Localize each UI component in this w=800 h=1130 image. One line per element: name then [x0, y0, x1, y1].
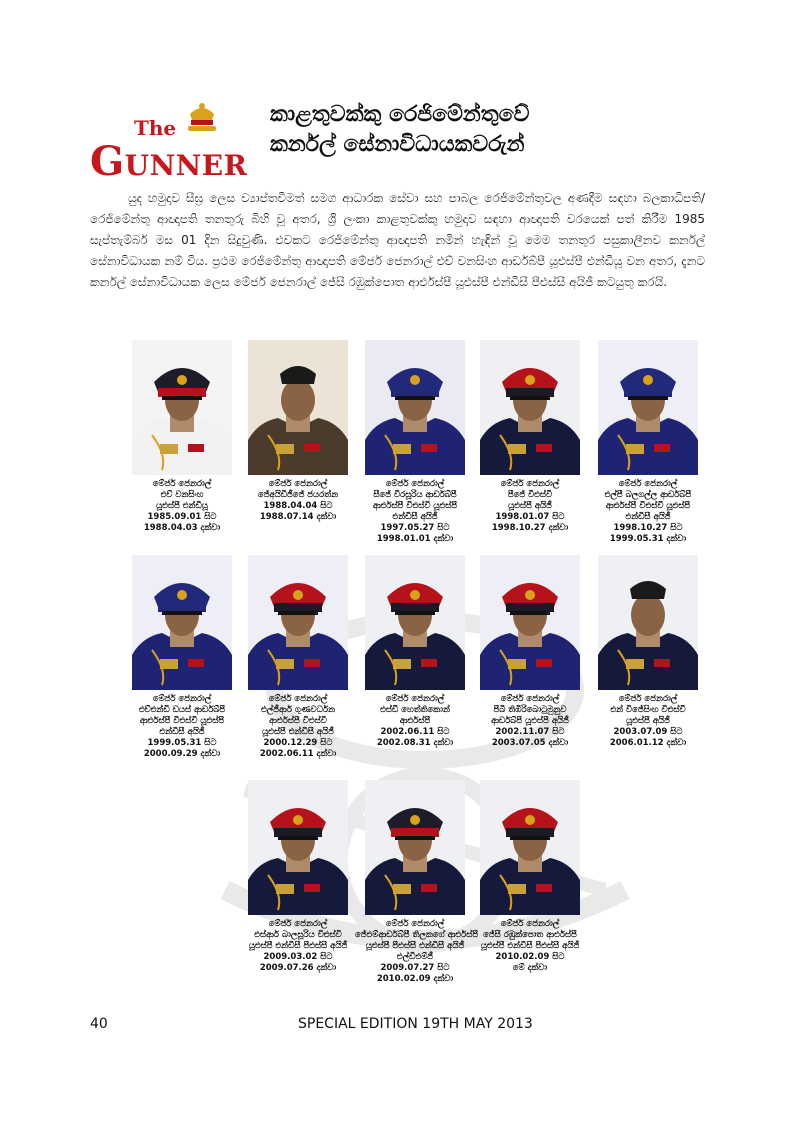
officer-caption-line: යූඑස්පී එන්ඩීසී පීඑස්සී අයිජී: [480, 941, 580, 951]
officer-caption-line: එල්ඩීඑම්ජී: [396, 952, 434, 962]
officer-card: [470, 780, 590, 974]
officer-caption: [588, 694, 708, 749]
officer-caption-line: එන් විජේසිංහ වීඑස්වී: [610, 705, 686, 715]
officer-caption: [355, 919, 479, 985]
officer-caption-line: ආර්එස්පී වීඑස්වී යූඑස්පී: [372, 501, 458, 511]
officer-caption-line: එච් වනසිංහ: [160, 490, 204, 500]
crest-icon: [182, 98, 222, 138]
officer-caption-line: මේජර් ජෙනරාල්: [152, 479, 212, 489]
title-line-1: කාළතුවක්කු රෙජිමේන්තුවේ: [270, 102, 530, 127]
officer-portrait: [248, 780, 348, 915]
officer-caption-line: 1999.05.31 දක්වා: [609, 534, 687, 544]
page-number: 40: [90, 1016, 108, 1032]
officer-card: [355, 340, 475, 545]
officer-caption-line: එච්එන්ඩී ඩයස් ආර්ඩබ්පී: [138, 705, 226, 715]
officer-caption-line: 2002.11.07 සිට: [495, 727, 565, 737]
officer-portrait: [248, 340, 348, 475]
officer-caption-line: ආර්එස්පී වීඑස්වී යූඑස්පී: [139, 716, 225, 726]
officer-caption-line: මේජර් ජෙනරාල්: [618, 694, 678, 704]
officer-caption-line: 2002.06.11 දක්වා: [259, 749, 337, 759]
officer-caption-line: 2006.01.12 දක්වා: [609, 738, 687, 748]
officer-card: [355, 780, 479, 985]
officer-caption-line: 2003.07.05 දක්වා: [491, 738, 569, 748]
officer-card: [470, 555, 590, 749]
officer-caption-line: මේජර් ජෙනරාල්: [268, 479, 328, 489]
officer-caption-line: පීබී තිඹිරිබොටුමුනුව: [493, 705, 567, 715]
officer-caption-line: යූඑස්පී එන්ඩීයූ: [156, 501, 208, 511]
officer-caption-line: මේජර් ජෙනරාල්: [500, 919, 560, 929]
intro-paragraph: යුද හමුදාව සීඝ්‍ර ලෙස ව්‍යාප්තවීමත් සමග ආධාරක සේවා සහ පාබල රෙජිමේන්තුවල අණදීම සඳහා බලකාධිපති/රෙජිමේන්තු ආඥාපති තනතුරු බිහි වූ අතර, ශ්‍රී ලංකා කාළතුවක්කු හමුදාව සඳහා ආඥාපති වරයෙක් පත් කිරීම 1985 සැප්තැම්බර් මස 01 දින සිදුවුණි. එවකට රෙජිමේන්තු ආඥාපති නමින් හැඳින් වූ මෙම තනතුර පසුකාලීනව කර්නල් සේනාවිධායක නම් විය. ප්‍රථම රෙජිමේන්තු ආඥාපති මේජර් ජෙනරාල් එච් වනසිංහ ආර්ඩබ්පී යූඑස්පී එන්ඩීයූ වන අතර, දැනට කර්නල් සේනාවිධායක ලෙස මේජර් ජෙනරාල් ජේසී රඹුක්පොත ආර්එස්පී යූඑස්පී එන්ඩීසී පීඑස්සී අයිජී කටයුතු කරයි.: [90, 191, 705, 289]
officer-card: [588, 555, 708, 749]
officer-card: [122, 555, 242, 760]
page-title: [270, 100, 690, 160]
officer-caption: [122, 694, 242, 760]
officer-caption-line: 2000.12.29 සිට: [263, 738, 333, 748]
officer-caption-line: 1988.07.14 දක්වා: [259, 512, 337, 522]
officer-caption-line: ආර්එස්පී වීඑස්වී යූඑස්පී: [605, 501, 691, 511]
officer-portrait: [480, 780, 580, 915]
officer-caption-line: ආර්ඩබ්පී යූඑස්පී අයිජී: [491, 716, 569, 726]
officer-caption: [588, 479, 708, 545]
officer-caption-line: 1985.09.01 සිට: [147, 512, 217, 522]
officer-caption-line: 2002.08.31 දක්වා: [376, 738, 454, 748]
officer-caption: [238, 919, 358, 974]
officer-caption-line: ජේඑම්ආර්ඩබ්පී තිලකගේ ආර්එස්පී: [355, 930, 479, 940]
officer-caption: [470, 694, 590, 749]
officer-caption-line: 2009.07.26 දක්වා: [259, 963, 337, 973]
officer-portrait: [132, 555, 232, 690]
officer-caption-line: යූඑස්පී අයිජී: [508, 501, 552, 511]
officer-caption: [470, 919, 590, 974]
officer-caption-line: 2000.09.29 දක්වා: [143, 749, 221, 759]
officer-caption-line: ආර්එස්පී: [399, 716, 431, 726]
officer-caption-line: 1998.01.01 දක්වා: [376, 534, 454, 544]
officer-portrait: [365, 780, 465, 915]
officer-portrait: [365, 555, 465, 690]
officer-caption-line: එන්ඩීසී අයිජී: [625, 512, 671, 522]
title-line-2: කර්නල් සේනාවිධායකවරුන්: [270, 132, 525, 157]
officer-caption-line: 1998.01.07 සිට: [495, 512, 565, 522]
officer-card: [238, 555, 358, 760]
officer-caption-line: මේජර් ජෙනරාල්: [385, 694, 445, 704]
officer-card: [238, 780, 358, 974]
officer-caption: [238, 694, 358, 760]
officer-caption-line: 1998.10.27 දක්වා: [491, 523, 569, 533]
officer-card: [238, 340, 358, 523]
logo-gunner-text: GUNNER: [90, 138, 248, 185]
officer-caption-line: මේ දක්වා: [512, 963, 548, 973]
officer-caption-line: මේජර් ජෙනරාල්: [500, 694, 560, 704]
officer-caption: [355, 479, 475, 545]
officer-portrait: [598, 555, 698, 690]
officer-caption: [470, 479, 590, 534]
officer-card: [470, 340, 590, 534]
the-gunner-logo: [90, 98, 248, 185]
officer-caption-line: එල්ජීආර් ගුණවර්ධන: [261, 705, 335, 715]
officer-caption-line: එන්ඩීසී අයිජී: [159, 727, 205, 737]
officer-caption-line: මේජර් ජෙනරාල්: [385, 919, 445, 929]
officer-caption-line: මේජර් ජෙනරාල්: [152, 694, 212, 704]
officer-caption-line: යූඑස්පී එන්ඩීසී පීඑස්සී අයිජී: [248, 941, 348, 951]
officer-caption-line: එන්ඩීසී අයිජී: [392, 512, 438, 522]
officer-card: [588, 340, 708, 545]
officer-caption-line: 2009.03.02 සිට: [263, 952, 333, 962]
officer-caption-line: 1988.04.03 දක්වා: [143, 523, 221, 533]
officer-caption-line: 1997.05.27 සිට: [380, 523, 450, 533]
officer-caption-line: යූඑස්පී අයිජී: [626, 716, 670, 726]
officer-card: [355, 555, 475, 749]
officer-caption-line: 1988.04.04 සිට: [263, 501, 333, 511]
officer-caption-line: 1998.10.27 සිට: [613, 523, 683, 533]
officer-caption-line: 2009.07.27 සිට: [380, 963, 450, 973]
officer-portrait: [365, 340, 465, 475]
officer-caption-line: 2010.02.09 සිට: [495, 952, 565, 962]
officer-caption-line: එස්ඩී හෙත්තිකොන්: [380, 705, 450, 715]
logo-the-text: The: [134, 116, 177, 140]
officer-caption-line: එස්ආර් බාලසූරිය වීඑස්වී: [254, 930, 342, 940]
officer-card: [122, 340, 242, 534]
officer-caption-line: ජේසී රඹුක්පොත ආර්එස්පී: [483, 930, 577, 940]
edition-label: SPECIAL EDITION 19TH MAY 2013: [298, 1016, 533, 1032]
officer-caption-line: 2010.02.09 දක්වා: [376, 974, 454, 984]
officer-caption-line: මේජර් ජෙනරාල්: [268, 919, 328, 929]
officer-portrait: [132, 340, 232, 475]
officer-portrait: [598, 340, 698, 475]
officer-caption-line: 2002.06.11 සිට: [380, 727, 450, 737]
officer-caption-line: යූඑස්පී එන්ඩීසී අයිජී: [262, 727, 334, 737]
officer-caption-line: 2003.07.09 සිට: [613, 727, 683, 737]
officer-portrait: [248, 555, 348, 690]
officer-caption-line: එල්පී බලගල්ල ආර්ඩබ්පී: [604, 490, 692, 500]
officer-caption-line: මේජර් ජෙනරාල්: [500, 479, 560, 489]
officer-caption: [355, 694, 475, 749]
officer-caption-line: මේජර් ජෙනරාල්: [268, 694, 328, 704]
officer-caption-line: මේජර් ජෙනරාල්: [618, 479, 678, 489]
officer-portrait: [480, 340, 580, 475]
officer-caption: [122, 479, 242, 534]
officer-caption: [238, 479, 358, 523]
officer-caption-line: මේජර් ජෙනරාල්: [385, 479, 445, 489]
officer-caption-line: පීජේ වීඑස්වී: [507, 490, 553, 500]
officer-caption-line: ආර්එස්පී වීඑස්වී: [269, 716, 327, 726]
officer-portrait: [480, 555, 580, 690]
officer-caption-line: 1999.05.31 සිට: [147, 738, 217, 748]
officer-caption-line: යූඑස්පී පීඑස්සී එන්ඩීසී අයිජී: [365, 941, 465, 951]
officer-caption-line: ජේඅයිඩීජීජේ ජයරත්න: [257, 490, 339, 500]
officer-caption-line: සීජේ වීරසූරිය ආර්ඩබ්පී: [373, 490, 457, 500]
